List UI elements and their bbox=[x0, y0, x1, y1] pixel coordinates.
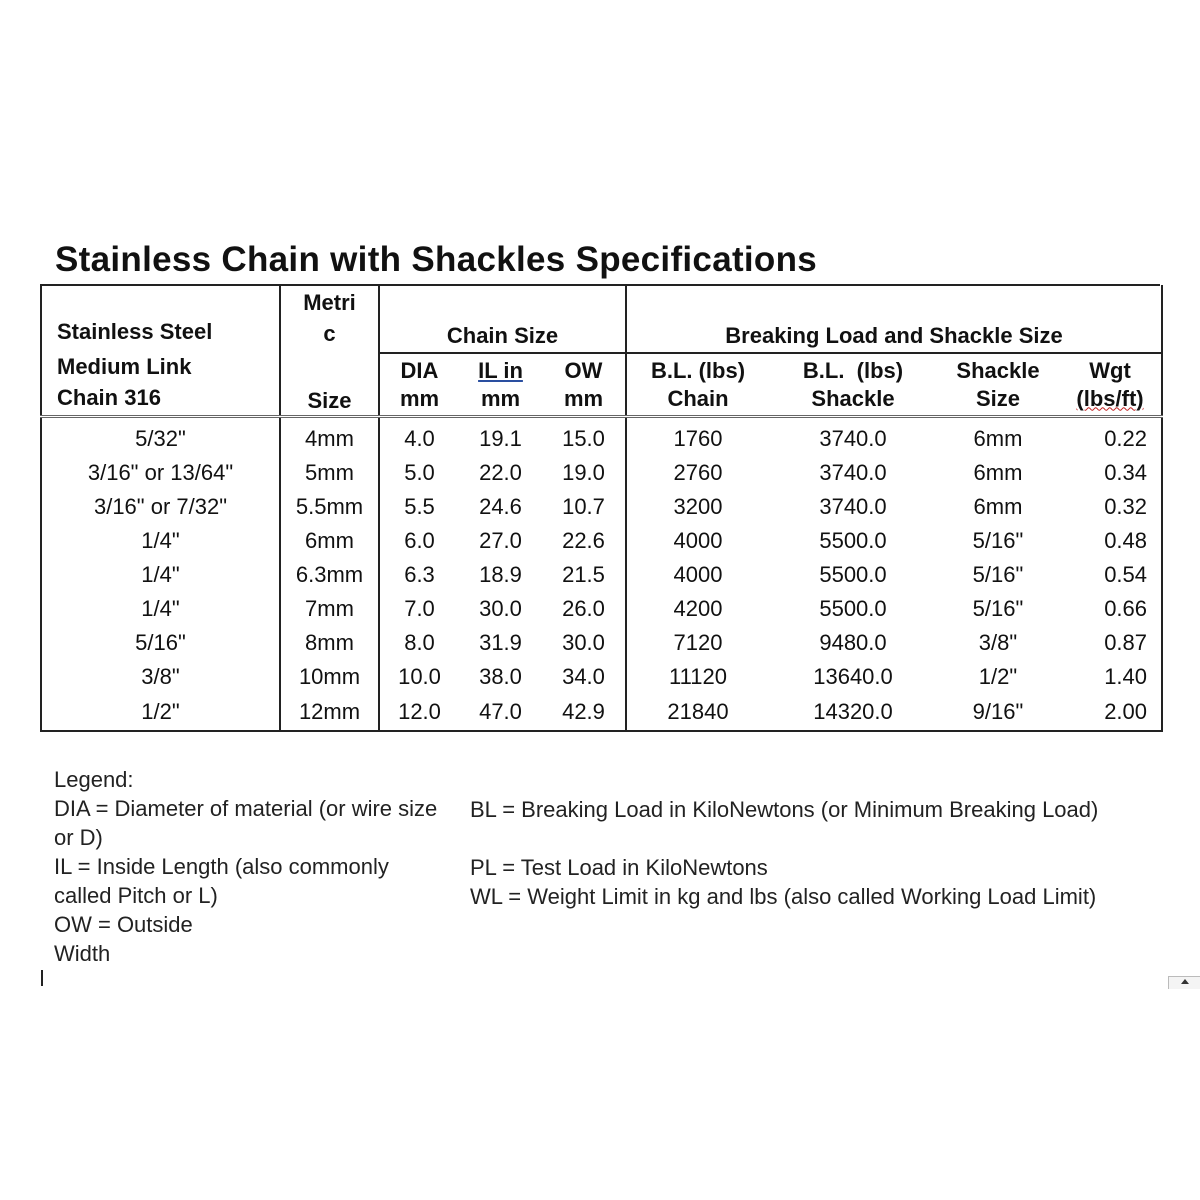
legend-item-bl: BL = Breaking Load in KiloNewtons (or Minimum Breaking Load) bbox=[470, 797, 1099, 822]
table-row bbox=[41, 558, 1162, 592]
header-ow-label: OW bbox=[564, 357, 603, 383]
header-shackle-size bbox=[937, 353, 1059, 417]
header-bl-chain bbox=[626, 353, 769, 417]
cell-bl-shackle: 9480.0 bbox=[819, 630, 887, 655]
cell-il: 38.0 bbox=[479, 664, 522, 689]
legend-item-ow: OW = Outside Width bbox=[54, 912, 193, 966]
header-chain-type-line1: Stainless Steel bbox=[57, 319, 213, 344]
cell-metric: 5.5mm bbox=[280, 490, 379, 524]
cell-shackle-size: 5/16" bbox=[972, 528, 1024, 553]
header-dia-unit: mm bbox=[399, 385, 440, 411]
cell-il: 47.0 bbox=[459, 694, 542, 731]
cell-wgt: 0.48 bbox=[1059, 524, 1162, 558]
cell-inch: 1/4" bbox=[41, 592, 280, 626]
text-cursor-mark bbox=[41, 970, 43, 986]
header-wgt bbox=[1059, 353, 1162, 417]
cell-bl-shackle: 5500.0 bbox=[819, 562, 887, 587]
header-il bbox=[459, 353, 542, 417]
cell-dia: 10.0 bbox=[398, 664, 441, 689]
cell-ow: 42.9 bbox=[542, 694, 626, 731]
cell-dia: 12.0 bbox=[379, 694, 459, 731]
cell-wgt: 0.34 bbox=[1059, 456, 1162, 490]
page-title: Stainless Chain with Shackles Specifications bbox=[55, 240, 818, 279]
cell-bl-shackle: 5500.0 bbox=[819, 528, 887, 553]
header-bl-chain-unit: Chain bbox=[667, 385, 729, 411]
cell-metric: 8mm bbox=[280, 626, 379, 660]
cell-inch: 3/8" bbox=[41, 660, 280, 694]
cell-inch: 3/16" or 13/64" bbox=[41, 456, 280, 490]
cell-inch: 5/16" bbox=[41, 626, 280, 660]
cell-bl-shackle: 3740.0 bbox=[819, 494, 887, 519]
table-row bbox=[41, 456, 1162, 490]
legend-item-dia: DIA = Diameter of material (or wire size or D) bbox=[54, 796, 438, 850]
cell-il: 30.0 bbox=[479, 596, 522, 621]
cell-inch: 3/16" or 7/32" bbox=[41, 490, 280, 524]
legend-right bbox=[470, 795, 1110, 911]
cell-il: 19.1 bbox=[479, 426, 522, 451]
cell-bl-shackle: 3740.0 bbox=[819, 426, 887, 451]
table-row bbox=[41, 490, 1162, 524]
cell-inch: 1/4" bbox=[41, 558, 280, 592]
cell-wgt: 1.40 bbox=[1059, 660, 1162, 694]
cell-bl-chain: 11120 bbox=[669, 664, 727, 689]
cell-dia: 4.0 bbox=[404, 426, 435, 451]
table-row bbox=[41, 592, 1162, 626]
header-il-label: IL in bbox=[478, 357, 523, 383]
table-row bbox=[41, 694, 1162, 731]
header-metric-line2: c bbox=[323, 321, 336, 346]
cell-ow: 19.0 bbox=[542, 456, 626, 490]
cell-bl-chain: 2760 bbox=[673, 460, 723, 485]
header-chain-type bbox=[41, 285, 280, 417]
table-row bbox=[41, 660, 1162, 694]
cell-dia: 6.0 bbox=[404, 528, 435, 553]
cell-shackle-size: 5/16" bbox=[972, 562, 1024, 587]
cell-bl-chain: 1760 bbox=[673, 426, 723, 451]
cell-shackle-size: 6mm bbox=[973, 460, 1023, 485]
cell-shackle-size: 9/16" bbox=[937, 694, 1059, 731]
header-metric-top bbox=[280, 285, 379, 353]
header-metric-size: Size bbox=[280, 353, 379, 417]
table-row bbox=[41, 626, 1162, 660]
cell-il: 24.6 bbox=[479, 494, 522, 519]
specifications-table bbox=[40, 285, 1163, 732]
legend-item-pl: PL = Test Load in KiloNewtons bbox=[470, 855, 768, 880]
cell-ow: 10.7 bbox=[542, 490, 626, 524]
cell-metric: 7mm bbox=[280, 592, 379, 626]
cell-bl-shackle: 14320.0 bbox=[769, 694, 937, 731]
cell-shackle-size: 6mm bbox=[973, 494, 1023, 519]
cell-dia: 8.0 bbox=[404, 630, 435, 655]
cell-inch: 1/4" bbox=[41, 524, 280, 558]
cell-wgt: 2.00 bbox=[1059, 694, 1162, 731]
header-chain-type-line3: Chain 316 bbox=[57, 385, 161, 410]
header-il-unit: mm bbox=[480, 385, 521, 411]
cell-wgt: 0.22 bbox=[1059, 417, 1162, 457]
cell-shackle-size: 3/8" bbox=[978, 630, 1018, 655]
header-breaking-load-group: Breaking Load and Shackle Size bbox=[626, 285, 1162, 353]
cell-wgt: 0.54 bbox=[1059, 558, 1162, 592]
table-row bbox=[41, 417, 1162, 457]
legend-left bbox=[54, 765, 444, 968]
cell-wgt: 0.87 bbox=[1059, 626, 1162, 660]
cell-shackle-size: 1/2" bbox=[978, 664, 1018, 689]
table-row bbox=[41, 524, 1162, 558]
header-chain-type-line2: Medium Link bbox=[57, 354, 192, 379]
header-metric-line1: Metri bbox=[303, 290, 356, 315]
cell-ow: 34.0 bbox=[542, 660, 626, 694]
cell-metric: 4mm bbox=[280, 417, 379, 457]
cell-bl-chain: 4200 bbox=[673, 596, 723, 621]
cell-bl-chain: 4000 bbox=[673, 528, 723, 553]
header-wgt-label: Wgt bbox=[1089, 357, 1131, 383]
cell-bl-chain: 7120 bbox=[673, 630, 723, 655]
cell-ow: 15.0 bbox=[542, 417, 626, 457]
cell-shackle-size: 5/16" bbox=[972, 596, 1024, 621]
header-bl-shackle-label: B.L. (lbs) bbox=[802, 357, 904, 383]
header-dia bbox=[379, 353, 459, 417]
cell-il: 27.0 bbox=[479, 528, 522, 553]
header-dia-label: DIA bbox=[400, 357, 439, 383]
header-ow bbox=[542, 353, 626, 417]
cell-dia: 5.5 bbox=[404, 494, 435, 519]
cell-inch: 1/2" bbox=[41, 694, 280, 731]
legend-spacer bbox=[470, 824, 1110, 853]
cell-wgt: 0.66 bbox=[1059, 592, 1162, 626]
cell-dia: 5.0 bbox=[404, 460, 435, 485]
cell-ow: 22.6 bbox=[542, 524, 626, 558]
cell-bl-chain: 4000 bbox=[673, 562, 723, 587]
header-shackle-size-unit: Size bbox=[975, 385, 1021, 411]
header-bl-shackle-unit: Shackle bbox=[811, 385, 895, 411]
cell-bl-shackle: 5500.0 bbox=[819, 596, 887, 621]
legend-item-il: IL = Inside Length (also commonly called Pitch or L) bbox=[54, 854, 389, 908]
header-ow-unit: mm bbox=[563, 385, 604, 411]
cell-metric: 12mm bbox=[280, 694, 379, 731]
cell-inch: 5/32" bbox=[41, 417, 280, 457]
cell-bl-chain: 3200 bbox=[673, 494, 723, 519]
cell-dia: 7.0 bbox=[404, 596, 435, 621]
cell-il: 18.9 bbox=[479, 562, 522, 587]
legend-item-wl: WL = Weight Limit in kg and lbs (also called Working Load Limit) bbox=[470, 884, 1097, 909]
scroll-up-button[interactable] bbox=[1168, 976, 1200, 989]
cell-shackle-size: 6mm bbox=[973, 426, 1023, 451]
cell-il: 22.0 bbox=[479, 460, 522, 485]
header-bl-chain-label: B.L. (lbs) bbox=[650, 357, 746, 383]
cell-bl-shackle: 13640.0 bbox=[813, 664, 893, 689]
cell-ow: 26.0 bbox=[542, 592, 626, 626]
cell-bl-shackle: 3740.0 bbox=[819, 460, 887, 485]
cell-ow: 21.5 bbox=[542, 558, 626, 592]
cell-metric: 6.3mm bbox=[280, 558, 379, 592]
header-wgt-unit: (lbs/ft) bbox=[1076, 385, 1144, 411]
header-bl-shackle bbox=[769, 353, 937, 417]
cell-il: 31.9 bbox=[479, 630, 522, 655]
cell-metric: 5mm bbox=[280, 456, 379, 490]
cell-metric: 6mm bbox=[280, 524, 379, 558]
header-shackle-size-label: Shackle bbox=[956, 357, 1040, 383]
cell-bl-chain: 21840 bbox=[626, 694, 769, 731]
cell-dia: 6.3 bbox=[404, 562, 435, 587]
cell-wgt: 0.32 bbox=[1059, 490, 1162, 524]
cell-ow: 30.0 bbox=[542, 626, 626, 660]
header-chain-size-group: Chain Size bbox=[379, 285, 626, 353]
legend-heading: Legend: bbox=[54, 767, 134, 792]
cell-metric: 10mm bbox=[280, 660, 379, 694]
